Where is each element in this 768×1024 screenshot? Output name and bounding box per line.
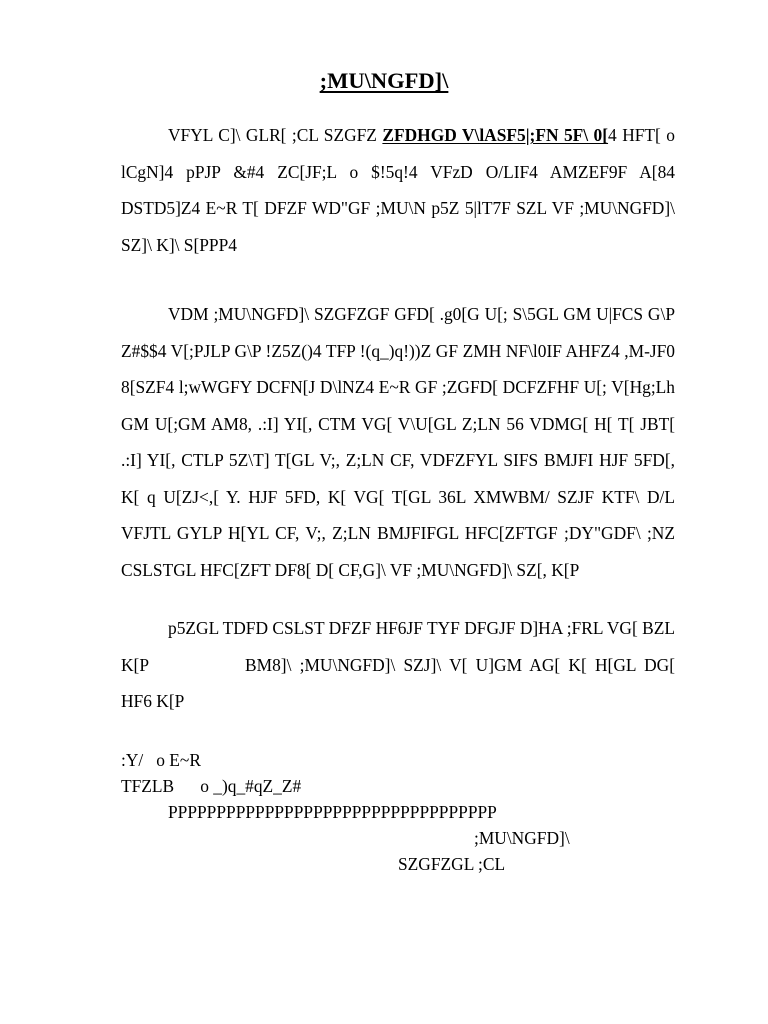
place-line: :Y/ o E~R xyxy=(121,750,201,770)
signatory-label: SZGFZGL ;CL xyxy=(398,854,506,874)
signature-dotted-line: PPPPPPPPPPPPPPPPPPPPPPPPPPPPPPPPPP xyxy=(168,802,497,822)
declarant-name: ZFDHGD V\lASF5|;FN 5F\ 0[ xyxy=(382,125,609,145)
paragraph-declarant-rest: 4 HFT[ o lCgN]4 pPJP &#4 ZC[JF;L o $!5q!4 VFzD O/LIF4 AMZEF9F A[84 DSTD5]Z4 E~R T[ DFZF WD"GF ;MU\N p5Z 5|lT7F SZL VF ;MU\NGFD]\ SZ]\ K]\ S[PPP4 xyxy=(121,125,675,255)
date-line: TFZLB o _)q_#qZ_Z# xyxy=(121,776,302,796)
affirmation-text-rest: BM8]\ ;MU\NGFD]\ SZJ]\ V[ U]GM AG[ K[ H[GL DG[ HF6 K[P xyxy=(121,654,675,711)
signature-caption: ;MU\NGFD]\ xyxy=(474,828,570,848)
affirmation-text: p5ZGL TDFD CSLST DFZF HF6JF TYF DFGJF D]HA ;FRL VG[ BZL K[P xyxy=(121,618,675,675)
paragraph-affirmation xyxy=(121,610,675,720)
document-title: ;MU\NGFD]\ xyxy=(319,68,449,93)
paragraph-details: VDM ;MU\NGFD]\ SZGFZGF GFD[ .g0[G U[; S\5GL GM U|FCS G\P Z#$$4 V[;PJLP G\P !Z5Z()4 TFP !(q_)q!))Z GF ZMH NF\l0IF AHFZ4 ,M-JF0 8[SZF4 l;wWGFY DCFN[J D\lNZ4 E~R GF ;ZGFD[ DCFZFHF U[; V[Hg;Lh GM U[;GM AM8, .:I] YI[, CTM VG[ V\U[GL Z;LN 56 VDMG[ H[ T[ JBT[ .:I] YI[, CTLP 5Z\T] T[GL V;, Z;LN CF, VDFZFYL SIFS BMJFI HJF 5FD[, K[ q U[ZJ<,[ Y. HJF 5FD, K[ VG[ T[GL 36L XMWBM/ SZJF KTF\ D/L VFJTL GYLP H[YL CF, V;, Z;LN BMJFIFGL HFC[ZFTGF ;DY"GDF\ ;NZ CSLSTGL HFC[ZFT DF8[ D[ CF,G]\ VF ;MU\NGFD]\ SZ[, K[P xyxy=(121,304,675,580)
paragraph-declarant-text: VFYL C]\ GLR[ ;CL SZGFZ xyxy=(168,125,383,145)
paragraph-declarant xyxy=(121,117,675,263)
